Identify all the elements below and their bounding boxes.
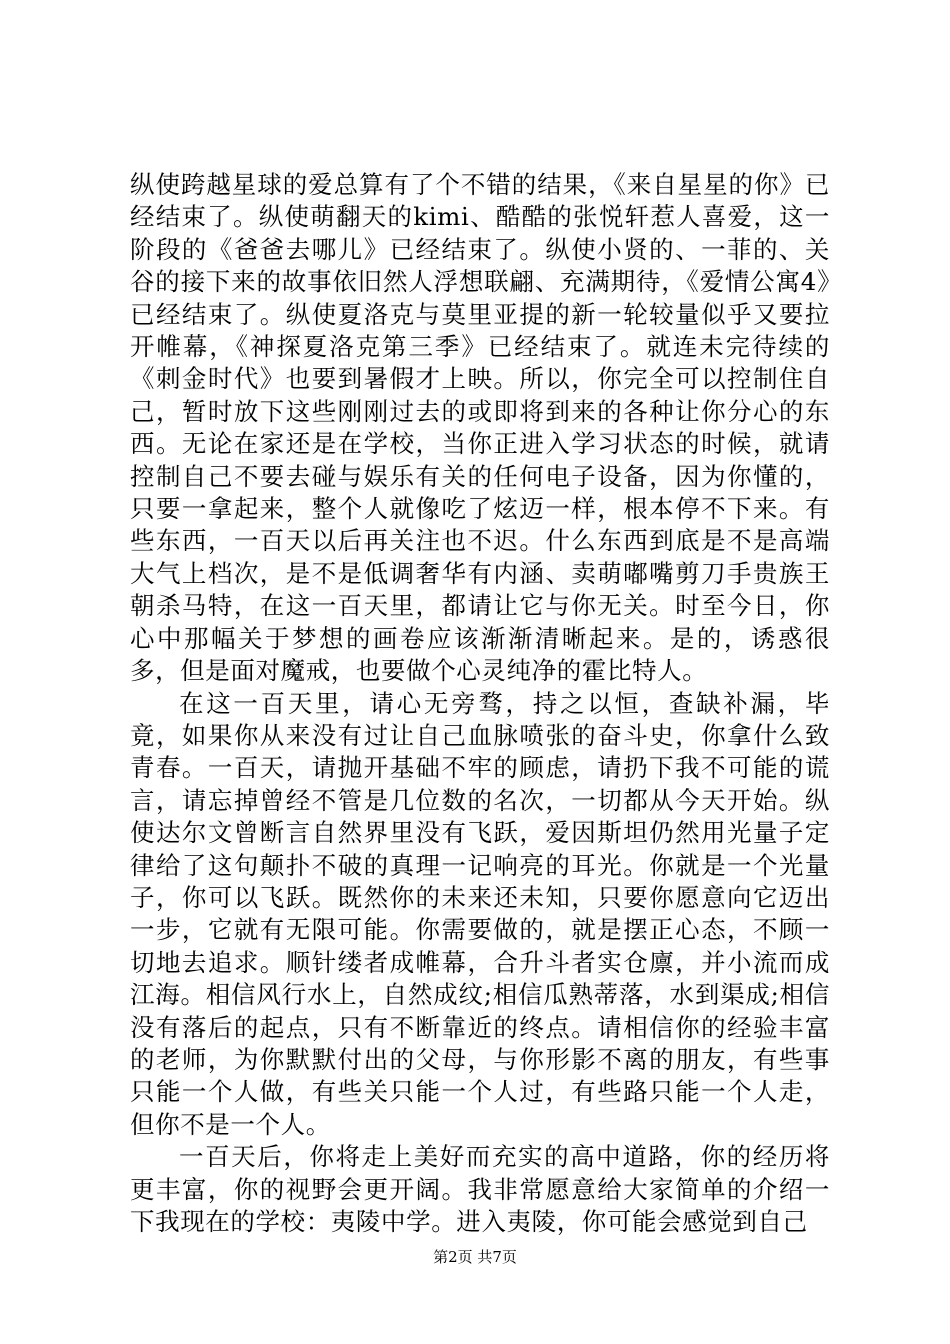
page-number-footer: 第2页 共7页	[433, 1248, 517, 1266]
paragraph-1: 纵使跨越星球的爱总算有了个不错的结果，《来自星星的你》已经结束了。纵使萌翻天的kimi、酷酷的张悦轩惹人喜爱，这一阶段的《爸爸去哪儿》已经结束了。纵使小贤的、一菲的、关谷的接下来的故事依旧然人浮想联翩、充满期待，《爱情公寓4》已经结束了。纵使夏洛克与莫里亚提的新一轮较量似乎又要拉开帷幕，《神探夏洛克第三季》已经结束了。就连未完待续的《刺金时代》也要到暑假才上映。所以，你完全可以控制住自己，暂时放下这些刚刚过去的或即将到来的各种让你分心的东西。无论在家还是在学校，当你正进入学习状态的时候，就请控制自己不要去碰与娱乐有关的任何电子设备，因为你懂的，只要一拿起来，整个人就像吃了炫迈一样，根本停不下来。有些东西，一百天以后再关注也不迟。什么东西到底是不是高端大气上档次，是不是低调奢华有内涵、卖萌嘟嘴剪刀手贵族王朝杀马特，在这一百天里，都请让它与你无关。时至今日，你心中那幅关于梦想的画卷应该渐渐清晰起来。是的，诱惑很多，但是面对魔戒，也要做个心灵纯净的霍比特人。	[130, 170, 830, 686]
document-body	[130, 169, 830, 1238]
paragraph-3: 一百天后，你将走上美好而充实的高中道路，你的经历将更丰富，你的视野会更开阔。我非常愿意给大家简单的介绍一下我现在的学校：夷陵中学。进入夷陵，你可能会感觉到自己	[130, 1142, 830, 1236]
paragraph-2: 在这一百天里，请心无旁骛，持之以恒，查缺补漏，毕竟，如果你从来没有过让自己血脉喷张的奋斗史，你拿什么致青春。一百天，请抛开基础不牢的顾虑，请扔下我不可能的谎言，请忘掉曾经不管是几位数的名次，一切都从今天开始。纵使达尔文曾断言自然界里没有飞跃，爱因斯坦仍然用光量子定律给了这句颠扑不破的真理一记响亮的耳光。你就是一个光量子，你可以飞跃。既然你的未来还未知，只要你愿意向它迈出一步，它就有无限可能。你需要做的，就是摆正心态，不顾一切地去追求。顺针缕者成帷幕，合升斗者实仓廪，并小流而成江海。相信风行水上，自然成纹;相信瓜熟蒂落，水到渠成;相信没有落后的起点，只有不断靠近的终点。请相信你的经验丰富的老师，为你默默付出的父母，与你形影不离的朋友，有些事只能一个人做，有些关只能一个人过，有些路只能一个人走，但你不是一个人。	[130, 688, 830, 1139]
